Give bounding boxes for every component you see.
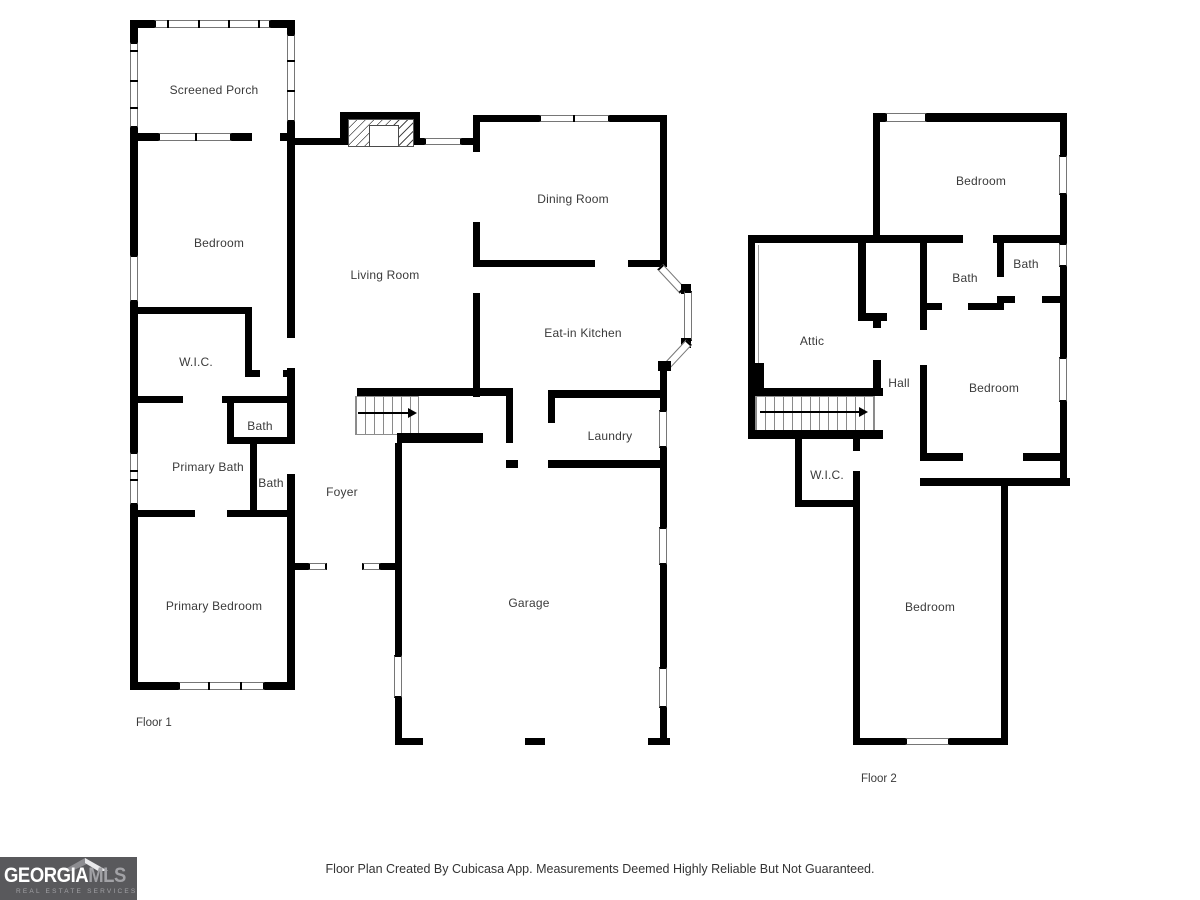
wall [232, 133, 252, 141]
window-tick [198, 20, 200, 28]
window-tick [228, 20, 230, 28]
wall [853, 437, 860, 451]
window [885, 113, 927, 122]
wall [873, 313, 881, 328]
window [659, 410, 667, 448]
room-label-wic-floor2: W.I.C. [810, 468, 844, 482]
wall [395, 738, 423, 745]
wall [473, 115, 480, 152]
wall [920, 310, 927, 330]
wall [853, 738, 905, 745]
wall [873, 113, 885, 122]
wall [1060, 402, 1067, 486]
sidelight-window [308, 563, 327, 570]
room-label-foyer: Foyer [326, 485, 358, 499]
stairs-up-arrow-head [408, 408, 417, 418]
window-tick [240, 682, 242, 690]
window-tick [130, 50, 138, 52]
room-label-bath-right: Bath [1013, 257, 1039, 271]
window [1059, 243, 1067, 267]
wall [227, 437, 295, 444]
bay-corner [658, 361, 671, 371]
window [659, 527, 667, 565]
wall [283, 370, 291, 377]
wall [1023, 453, 1063, 461]
window [1059, 357, 1067, 402]
wall [1060, 113, 1067, 155]
wall [920, 478, 1070, 486]
wall [130, 141, 138, 255]
wall [480, 260, 595, 267]
room-label-bedroom: Bedroom [193, 236, 245, 250]
wall [395, 443, 402, 655]
wall [130, 133, 158, 141]
wall [130, 682, 178, 690]
window-tick [130, 107, 138, 109]
logo-tagline: REAL ESTATE SERVICES [16, 888, 138, 895]
wall [245, 370, 260, 377]
logo-brand-text [4, 864, 126, 888]
wall [1042, 296, 1067, 303]
window-tick [130, 479, 138, 481]
window-tick [195, 133, 197, 141]
window [905, 738, 950, 745]
room-label-dining-room: Dining Room [537, 192, 609, 206]
logo-brand-secondary: MLS [88, 864, 126, 887]
fireplace-firebox [369, 125, 399, 147]
wall [748, 243, 755, 437]
wall [993, 235, 1067, 243]
window-tick [167, 20, 169, 28]
window [424, 138, 462, 145]
fireplace-wall [340, 112, 348, 145]
wall [858, 243, 866, 315]
window [394, 655, 402, 698]
room-label-bath-lower: Bath [258, 476, 284, 490]
floor1-label: Floor 1 [136, 717, 172, 729]
fireplace-wall [340, 112, 420, 119]
wall [473, 293, 480, 397]
window-tick [130, 470, 138, 472]
wall [137, 307, 252, 314]
wall [660, 708, 667, 745]
floor2-label: Floor 2 [861, 773, 897, 785]
wall [660, 468, 667, 527]
window-tick [573, 115, 575, 122]
wall [920, 243, 927, 310]
wall [997, 243, 1004, 277]
window [154, 20, 271, 28]
room-label-garage: Garage [508, 596, 550, 610]
room-label-bedroom-top: Bedroom [955, 174, 1007, 188]
wall [287, 474, 295, 688]
window-tick [208, 682, 210, 690]
wall [473, 222, 480, 267]
wall [660, 390, 667, 410]
wall [130, 505, 138, 690]
wall [130, 20, 138, 42]
staircase-floor2 [755, 396, 875, 432]
wall [287, 20, 295, 34]
wall [137, 510, 195, 517]
room-label-bedroom-bottom: Bedroom [904, 600, 956, 614]
window-tick [287, 90, 295, 92]
wall [873, 360, 881, 390]
wall [1001, 486, 1008, 745]
wall [795, 500, 860, 507]
wall [548, 460, 667, 468]
room-label-wic: W.I.C. [179, 355, 213, 369]
logo-brand-primary: GEORGIA [4, 864, 89, 887]
wall [1060, 267, 1067, 357]
wall [795, 437, 802, 507]
room-label-bath-upper: Bath [247, 419, 273, 433]
stairs-up-arrow [760, 411, 860, 413]
window [1059, 155, 1067, 195]
wall [660, 448, 667, 468]
wall [480, 115, 539, 122]
stairs-up-arrow-head [859, 407, 868, 417]
wall [548, 390, 667, 398]
room-label-hall: Hall [888, 376, 910, 390]
wall [968, 303, 1004, 310]
wall [137, 396, 183, 403]
attic-knee-wall-line [758, 245, 759, 363]
wall [660, 115, 667, 260]
wall [920, 303, 942, 310]
wall [245, 314, 252, 377]
room-label-living-room: Living Room [350, 268, 420, 282]
wall [525, 738, 545, 745]
window-tick [130, 80, 138, 82]
room-label-eat-in-kitchen: Eat-in Kitchen [544, 326, 622, 340]
wall [853, 471, 860, 745]
wall [548, 398, 555, 423]
stairs-up-arrow [358, 412, 409, 414]
wall [997, 296, 1015, 303]
wall [295, 138, 340, 145]
wall [250, 444, 257, 510]
room-label-attic: Attic [799, 334, 825, 348]
window [178, 682, 265, 690]
wall [227, 510, 295, 517]
wall [927, 113, 1067, 122]
room-label-screened-porch: Screened Porch [169, 83, 259, 97]
wall [660, 371, 667, 391]
room-label-bath-left: Bath [952, 271, 978, 285]
wall [610, 115, 667, 122]
wall [287, 368, 295, 444]
wall [868, 235, 963, 243]
window [130, 42, 138, 128]
room-label-primary-bath: Primary Bath [172, 460, 244, 474]
sidelight-window [362, 563, 381, 570]
wall [748, 430, 883, 439]
window [287, 34, 295, 122]
wall [397, 433, 483, 443]
room-label-bedroom-mid: Bedroom [968, 381, 1020, 395]
wall [920, 453, 963, 461]
room-label-primary-bedroom: Primary Bedroom [165, 599, 263, 613]
wall [130, 302, 138, 452]
wall [506, 460, 518, 468]
disclaimer-text: Floor Plan Created By Cubicasa App. Measurements Deemed Highly Reliable But Not Guaranteed. [325, 862, 875, 876]
wall [289, 563, 308, 570]
window [130, 255, 138, 302]
wall [748, 235, 875, 243]
bay-window [684, 291, 692, 341]
wall [506, 396, 513, 443]
wall [660, 565, 667, 667]
wall [357, 388, 513, 396]
wall [873, 122, 880, 235]
wall [950, 738, 1008, 745]
window [659, 667, 667, 708]
window-tick [258, 20, 260, 28]
wall [280, 133, 295, 141]
wall [287, 141, 295, 338]
room-label-laundry: Laundry [587, 429, 633, 443]
window-tick [287, 60, 295, 62]
wall [748, 388, 883, 396]
wall [920, 365, 927, 461]
georgia-mls-logo [0, 857, 137, 900]
